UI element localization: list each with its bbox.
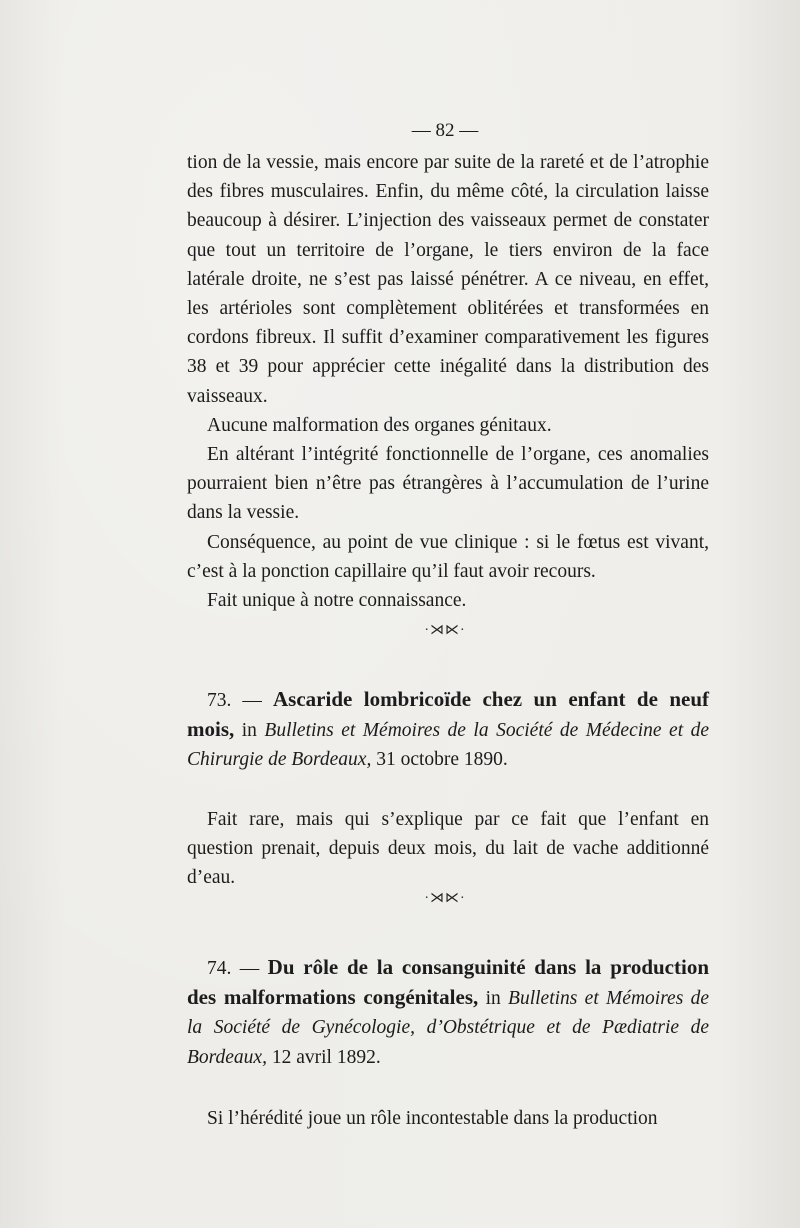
entry-number: 73. — — [207, 690, 262, 711]
entry-number: 74. — — [207, 958, 260, 979]
entry-73 — [187, 685, 709, 892]
paragraph: tion de la vessie, mais encore par suite de la rareté et de l’atrophie des fibres musculaires. Enfin, du même côté, la circulation laisse beaucoup à désirer. L’injection des vaisseaux permet de constater que tout un territoire de l’organe, le tiers environ de la face latérale droite, ne s’est pas laissé pénétrer. A ce niveau, en effet, les artérioles sont complètement oblitérées et transformées en cordons fibreux. Il suffit d’examiner comparativement les figures 38 et 39 pour apprécier cette inégalité dans la distribution des vaisseaux. — [187, 152, 709, 407]
entry-date: 31 octobre 1890. — [376, 749, 508, 771]
paragraph: Aucune malformation des organes génitaux. — [207, 414, 552, 436]
entry-in: in — [485, 988, 501, 1010]
paragraph: Fait unique à notre connaissance. — [207, 590, 467, 612]
section-ornament: ·⋊⋉· — [424, 623, 466, 638]
entry-title: Ascaride lombricoïde chez un enfant de neuf mois, — [187, 687, 710, 742]
entry-body: Fait rare, mais qui s’explique par ce fait que l’enfant en question prenait, depuis deux mois, du lait de vache additionné d’eau. — [187, 808, 709, 889]
entry-body: Si l’hérédité joue un rôle incontestable dans la production — [207, 1107, 658, 1129]
entry-source: Bulletins et Mémoires de la Société de Gynécologie, d’Obstétrique et de Pædiatrie de Bordeaux, — [187, 988, 710, 1068]
entry-source: Bulletins et Mémoires de la Société de Médecine et de Chirurgie de Bordeaux, — [187, 720, 710, 771]
paragraph: Conséquence, au point de vue clinique : si le fœtus est vivant, c’est à la ponction capillaire qu’il faut avoir recours. — [187, 531, 709, 582]
entry-74 — [187, 953, 709, 1133]
entry-heading — [187, 953, 709, 1072]
entry-title: Du rôle de la consanguinité dans la production des malformations congénitales, — [187, 955, 709, 1010]
entry-in: in — [241, 720, 257, 742]
continuation-text — [187, 148, 709, 615]
paragraph: En altérant l’intégrité fonctionnelle de l’organe, ces anomalies pourraient bien n’être pas étrangères à l’accumulation de l’urine dans la vessie. — [187, 444, 709, 524]
entry-heading — [187, 685, 709, 775]
page-number: — 82 — — [411, 120, 479, 141]
section-ornament: ·⋊⋉· — [424, 891, 466, 906]
entry-date: 12 avril 1892. — [271, 1046, 381, 1068]
